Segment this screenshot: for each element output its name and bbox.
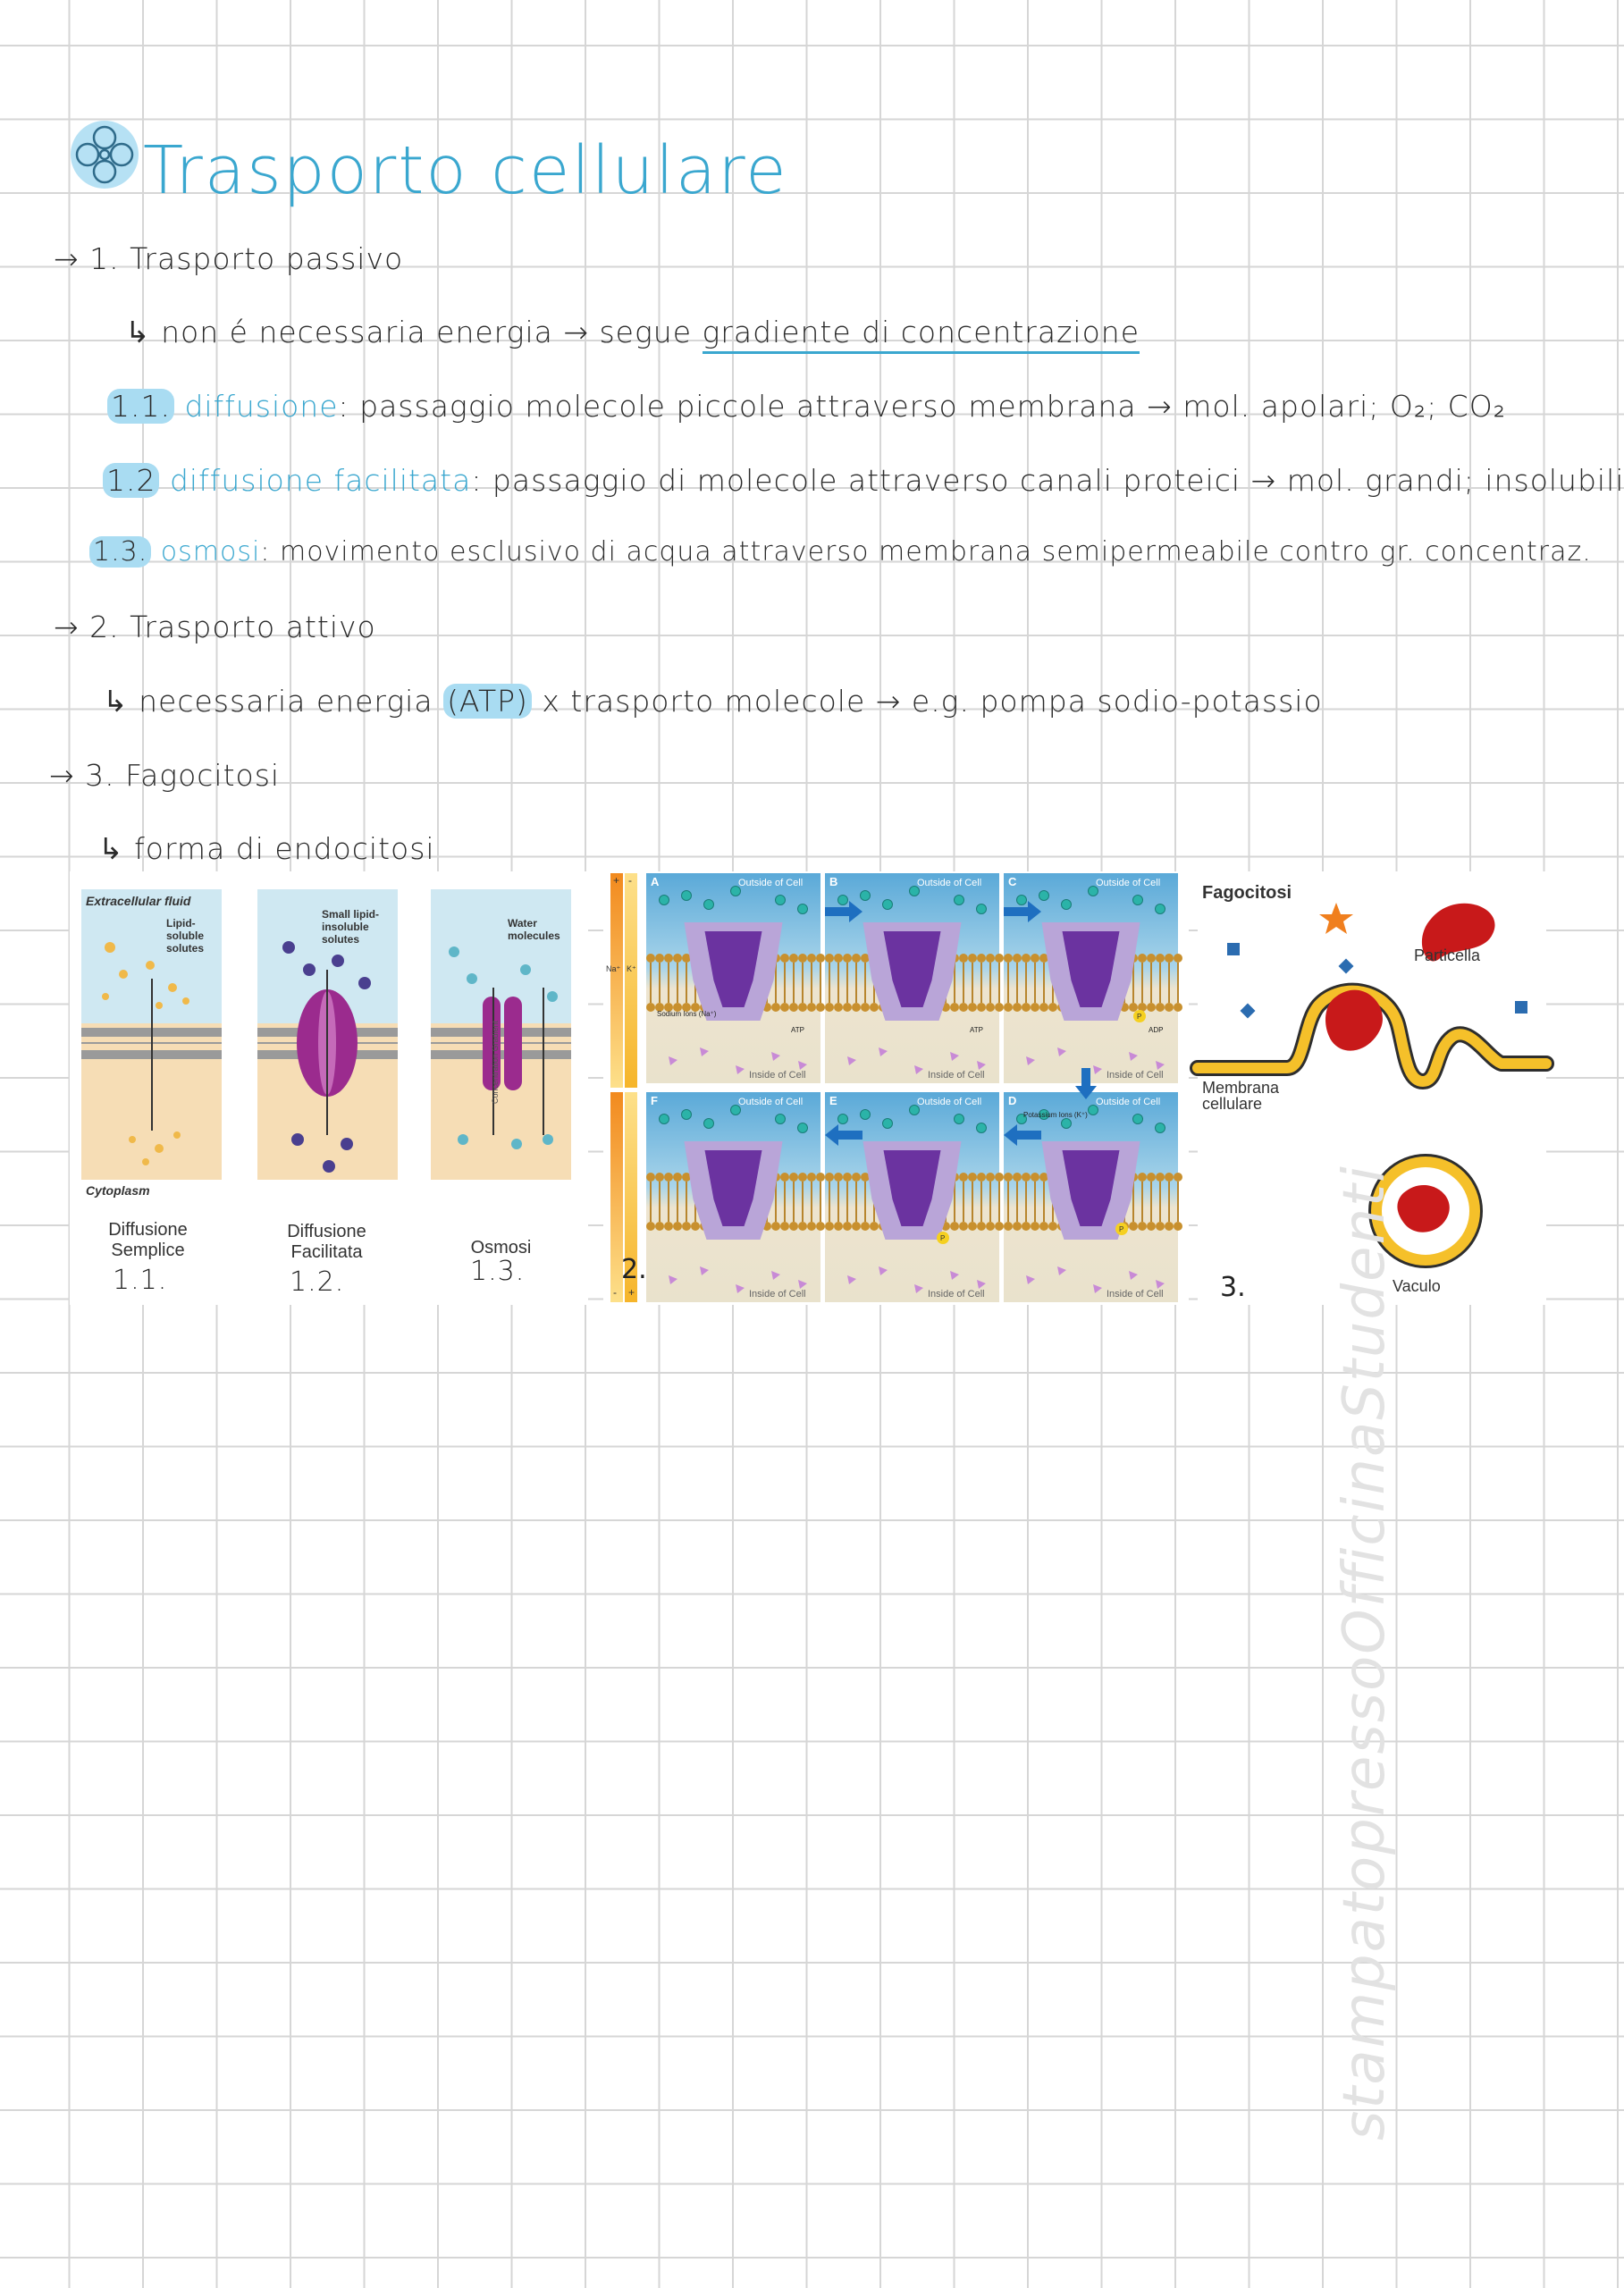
item-osmosi-text: : movimento esclusivo di acqua attraverso membrana semipermeabile contro gr. concentraz.: [260, 536, 1592, 568]
particle-star-icon: [1319, 903, 1353, 934]
label-outside-cell: Outside of Cell: [917, 878, 982, 888]
caption-1-line1: Diffusione: [108, 1220, 188, 1240]
label-k-top: K⁺: [627, 964, 636, 973]
phosphate-label-1: P: [1119, 1225, 1124, 1233]
panel-letter-c: C: [1008, 875, 1017, 888]
note-active: [103, 684, 1323, 719]
figure-number-3: 3.: [1220, 1272, 1246, 1303]
item-diffusione-facilitata: [103, 463, 1624, 498]
label-vaculo: Vaculo: [1393, 1277, 1441, 1295]
note-passive-underlined: gradiente di concentrazione: [703, 315, 1140, 354]
caption-osmosi: Osmosi: [470, 1238, 532, 1258]
label-small-insoluble-3: solutes: [322, 933, 360, 946]
label-small-insoluble-1: Small lipid-: [322, 908, 380, 921]
particle-square-2-icon: [1515, 1001, 1527, 1014]
pump-panel-e: [825, 1092, 1004, 1302]
label-lipid-soluble-2: soluble: [166, 930, 205, 942]
caption-diffusione-semplice: [70, 1220, 226, 1261]
watermark: stampatopressoOfficinaStudenti: [1332, 1165, 1398, 2141]
label-gradient: Concentration Gradient: [491, 1020, 500, 1104]
particle-square-icon: [1227, 943, 1240, 955]
item-diffusione-text: : passaggio molecole piccole attraverso membrana → mol. apolari; O₂; CO₂: [338, 389, 1506, 424]
caption-2-line2: Facilitata: [290, 1242, 363, 1262]
note-active-text: ↳ necessaria energia: [103, 684, 444, 719]
sign-minus-bottom: -: [613, 1286, 617, 1299]
engulfed-particle-icon: [1325, 990, 1383, 1051]
item-diffusione-facilitata-text: : passaggio di molecole attraverso canali proteici → mol. grandi; insolubili: [471, 463, 1624, 498]
label-membrana-1: Membrana: [1202, 1079, 1280, 1097]
item-osmosi: [89, 536, 1592, 568]
label-inside-cell: Inside of Cell: [928, 1289, 985, 1300]
panel-letter-b: B: [829, 875, 838, 888]
aquaporin-right: [504, 997, 522, 1090]
phosphate-label-0: P: [1137, 1013, 1142, 1021]
passive-transport-diagram: [70, 871, 588, 1229]
sign-plus-bottom: +: [628, 1286, 635, 1299]
item-diffusione-facilitata-number: 1.2: [103, 463, 159, 498]
label-atp-a: ATP: [791, 1026, 804, 1034]
label-membrana-2: cellulare: [1202, 1095, 1263, 1113]
heading-active: → 2. Trasporto attivo: [54, 610, 376, 644]
label-extracellular: Extracellular fluid: [86, 894, 191, 908]
figure-number-2: 2.: [621, 1254, 647, 1285]
fagocitosi-title: Fagocitosi: [1202, 883, 1292, 903]
label-inside-cell: Inside of Cell: [749, 1070, 806, 1081]
caption-1-line2: Semplice: [111, 1241, 185, 1260]
label-outside-cell: Outside of Cell: [917, 1097, 982, 1107]
panel-letter-a: A: [651, 875, 660, 888]
item-diffusione-term: diffusione: [184, 389, 339, 424]
label-na-top: Na⁺: [606, 964, 621, 973]
caption-2-line1: Diffusione: [287, 1222, 366, 1241]
heading-fagocitosi: → 3. Fagocitosi: [49, 758, 281, 793]
label-inside-cell: Inside of Cell: [928, 1070, 985, 1081]
note-passive: [125, 315, 1140, 349]
panel-letter-e: E: [829, 1094, 837, 1107]
item-diffusione: [107, 389, 1506, 424]
figure-number-1-1: 1.1.: [113, 1265, 168, 1296]
pump-panel-d: [1004, 1092, 1182, 1302]
label-membrana: [1202, 1079, 1280, 1113]
figure-passive-transport: [70, 871, 588, 1305]
item-diffusione-facilitata-term: diffusione facilitata: [169, 463, 472, 498]
page-title: Trasporto cellulare: [143, 132, 788, 209]
note-active-atp: (ATP): [443, 684, 532, 719]
item-diffusione-number: 1.1.: [107, 389, 174, 424]
note-active-text-post: x trasporto molecole → e.g. pompa sodio-potassio: [531, 684, 1323, 719]
label-inside-cell: Inside of Cell: [1107, 1289, 1164, 1300]
sign-minus-top: -: [628, 874, 632, 887]
label-outside-cell: Outside of Cell: [1096, 1097, 1161, 1107]
label-outside-cell: Outside of Cell: [738, 1097, 804, 1107]
label-outside-cell: Outside of Cell: [1096, 878, 1161, 888]
sign-plus-top: +: [613, 874, 620, 887]
label-inside-cell: Inside of Cell: [749, 1289, 806, 1300]
figure-number-1-3: 1.3.: [470, 1256, 526, 1287]
label-water-2: molecules: [508, 930, 560, 942]
label-water-1: Water: [508, 917, 537, 930]
panel-letter-f: F: [651, 1094, 658, 1107]
pump-panel-f: [646, 1092, 825, 1302]
item-osmosi-term: osmosi: [160, 536, 261, 568]
label-atp-b: ATP: [970, 1026, 983, 1034]
label-lipid-soluble-3: solutes: [166, 942, 205, 955]
panel-letter-d: D: [1008, 1094, 1017, 1107]
label-particella: Particella: [1414, 946, 1481, 964]
label-sodium-ions: Sodium Ions (Na⁺): [657, 1010, 717, 1018]
label-outside-cell: Outside of Cell: [738, 878, 804, 888]
figure-number-1-2: 1.2.: [290, 1266, 345, 1298]
particle-diamond-2-icon: [1241, 1004, 1256, 1019]
phosphate-label-2: P: [940, 1234, 946, 1242]
label-cytoplasm: Cytoplasm: [86, 1183, 150, 1198]
caption-diffusione-facilitata: [248, 1222, 405, 1263]
label-lipid-soluble-1: Lipid-: [166, 917, 196, 930]
flower-icon: [64, 114, 145, 195]
particle-diamond-icon: [1339, 959, 1354, 974]
label-inside-cell: Inside of Cell: [1107, 1070, 1164, 1081]
heading-passive: → 1. Trasporto passivo: [54, 241, 404, 276]
item-osmosi-number: 1.3.: [89, 536, 151, 568]
note-passive-text: ↳ non é necessaria energia → segue: [125, 315, 703, 349]
label-adp: ADP: [1149, 1026, 1164, 1034]
label-potassium-ions: Potassium Ions (K⁺): [1023, 1111, 1088, 1119]
pump-panel-a: [646, 873, 825, 1083]
label-small-insoluble-2: insoluble: [322, 921, 369, 933]
note-fagocitosi: ↳ forma di endocitosi: [98, 831, 435, 866]
